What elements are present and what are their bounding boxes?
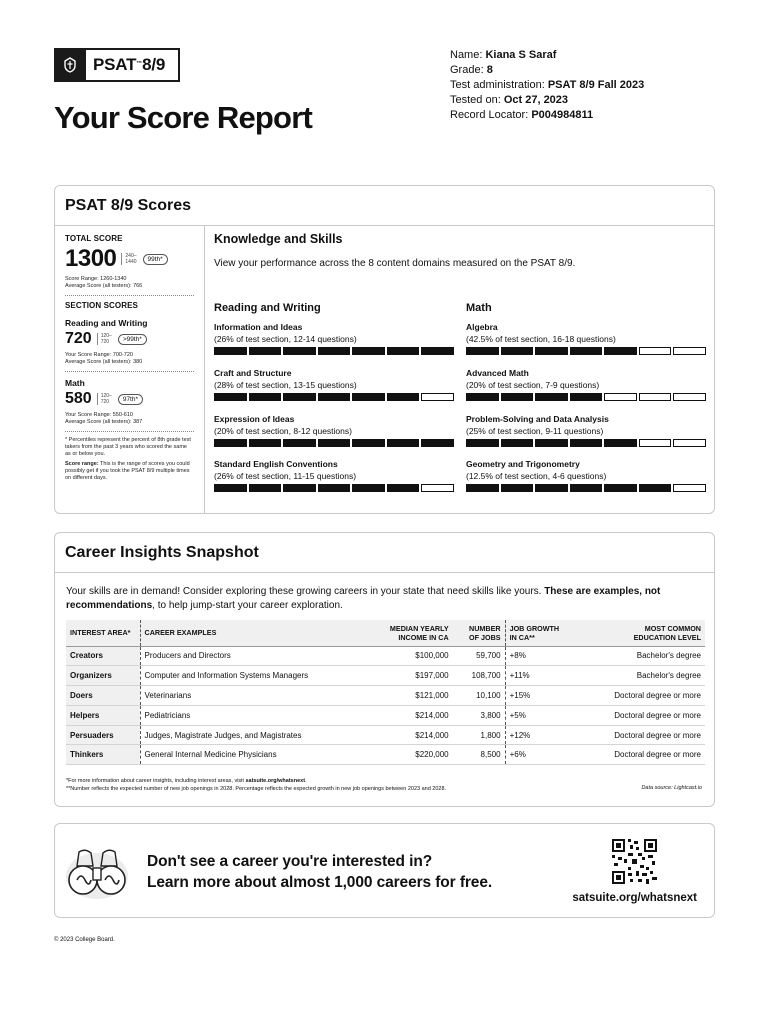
section-scale-max: 720 <box>100 339 110 345</box>
total-scale-min: 240– <box>125 253 137 259</box>
career-footnote-2: **Number reflects the expected number of new job openings in 2028. Percentage reflects the expected growth in new job openings between 2023 and 2028. <box>66 786 447 792</box>
binoculars-icon <box>63 844 131 902</box>
bar-segment <box>604 484 637 492</box>
student-name: Kiana S Saraf <box>485 49 557 61</box>
total-average: Average Score (all testers): 766 <box>65 283 143 289</box>
section-score-line <box>65 330 194 348</box>
promo-text <box>147 851 492 893</box>
domain-name: Problem-Solving and Data Analysis <box>466 414 609 424</box>
bar-segment <box>604 347 637 355</box>
career-table <box>66 620 705 765</box>
performance-bar <box>214 439 454 447</box>
cell-growth: +12% <box>505 725 581 745</box>
col-growth-line2: IN CA** <box>509 632 535 642</box>
bar-segment <box>570 484 603 492</box>
bar-segment <box>673 439 706 447</box>
domain-description: (20% of test section, 8-12 questions) <box>214 426 352 436</box>
career-intro-text: Your skills are in demand! Consider exploring these growing careers in your state that need skills like yours. <box>66 586 545 597</box>
domain-description: (28% of test section, 13-15 questions) <box>214 380 357 390</box>
bar-segment <box>466 393 499 401</box>
domain-name: Standard English Conventions <box>214 459 338 469</box>
page-title: Your Score Report <box>54 100 312 135</box>
total-score-scale <box>121 253 136 265</box>
performance-bar <box>214 347 454 355</box>
bar-segment <box>570 393 603 401</box>
table-row <box>66 686 705 706</box>
area-title-reading-writing: Reading and Writing <box>214 302 321 314</box>
bar-segment <box>249 439 282 447</box>
cell-growth: +5% <box>505 705 581 725</box>
cell-example: Computer and Information Systems Managers <box>140 666 365 686</box>
section-rw <box>65 318 194 366</box>
bar-segment <box>283 393 316 401</box>
career-intro-emphasis: These are examples, not recommendations <box>66 586 661 611</box>
scores-card <box>54 185 715 514</box>
cell-jobs: 59,700 <box>453 646 505 666</box>
domain-standard-english <box>214 459 454 492</box>
student-grade: 8 <box>486 64 493 76</box>
bar-segment <box>318 439 351 447</box>
section-percentile-badge: 97th* <box>118 394 143 405</box>
bar-segment <box>535 439 568 447</box>
logo-text: PSAT <box>93 55 137 74</box>
table-row <box>66 646 705 666</box>
cell-education: Doctoral degree or more <box>581 725 705 745</box>
percentile-footnote: * Percentiles represent the percent of 8th grade test takers from the past 3 years who scored the same as or below you. <box>65 437 191 457</box>
cell-example: Pediatricians <box>140 705 365 725</box>
section-name: Math <box>65 378 85 388</box>
domain-geometry-trig <box>466 459 706 492</box>
data-source: Data source: Lightcast.io <box>641 785 702 791</box>
domain-algebra <box>466 322 706 355</box>
tested-label: Tested on: <box>450 94 501 106</box>
cell-area: Doers <box>66 686 140 706</box>
cell-growth: +11% <box>505 666 581 686</box>
student-info <box>450 48 644 123</box>
cell-growth: +15% <box>505 686 581 706</box>
domain-advanced-math <box>466 368 706 401</box>
cell-area: Thinkers <box>66 745 140 765</box>
cell-education: Doctoral degree or more <box>581 745 705 765</box>
section-score-line <box>65 390 194 408</box>
divider <box>65 371 194 372</box>
cell-jobs: 10,100 <box>453 686 505 706</box>
test-admin-row <box>450 78 644 93</box>
performance-bar <box>466 393 706 401</box>
cell-jobs: 1,800 <box>453 725 505 745</box>
cell-example: General Internal Medicine Physicians <box>140 745 365 765</box>
career-card <box>54 532 715 807</box>
bar-segment <box>249 347 282 355</box>
bar-segment <box>604 439 637 447</box>
performance-bar <box>214 484 454 492</box>
section-score: 720 <box>65 330 92 347</box>
domain-expression-ideas <box>214 414 454 447</box>
bar-segment <box>387 347 420 355</box>
copyright: © 2023 College Board. <box>54 937 115 943</box>
domain-name: Information and Ideas <box>214 322 303 332</box>
tested-on-row <box>450 93 644 108</box>
bar-segment <box>283 484 316 492</box>
bar-segment <box>214 393 247 401</box>
col-career-examples: CAREER EXAMPLES <box>140 620 365 646</box>
career-intro <box>66 585 706 613</box>
bar-segment <box>318 484 351 492</box>
cell-area: Helpers <box>66 705 140 725</box>
footnote-1-end: . <box>305 778 307 784</box>
section-score-range: Your Score Range: 700-720 <box>65 352 133 358</box>
bar-segment <box>421 439 454 447</box>
cell-education: Doctoral degree or more <box>581 705 705 725</box>
cell-education: Doctoral degree or more <box>581 686 705 706</box>
domain-problem-solving <box>466 414 706 447</box>
domain-description: (26% of test section, 11-15 questions) <box>214 471 357 481</box>
bar-segment <box>283 347 316 355</box>
performance-bar <box>466 347 706 355</box>
domain-craft-structure <box>214 368 454 401</box>
career-card-title: Career Insights Snapshot <box>55 533 714 573</box>
bar-segment <box>352 484 385 492</box>
section-score-scale <box>97 333 112 345</box>
footnote-1-text: *For more information about career insights, including interest areas, visit <box>66 778 246 784</box>
bar-segment <box>673 347 706 355</box>
bar-segment <box>318 347 351 355</box>
cell-income: $220,000 <box>365 745 452 765</box>
domain-name: Advanced Math <box>466 368 529 378</box>
bar-segment <box>214 439 247 447</box>
logo-trademark: ™ <box>136 61 143 67</box>
bar-segment <box>352 347 385 355</box>
bar-segment <box>283 439 316 447</box>
domain-description: (25% of test section, 9-11 questions) <box>466 426 604 436</box>
score-range-footnote <box>65 461 194 482</box>
cell-growth: +8% <box>505 646 581 666</box>
bar-segment <box>214 347 247 355</box>
col-income <box>365 620 452 646</box>
divider <box>65 295 194 296</box>
bar-segment <box>604 393 637 401</box>
section-scale-min: 120– <box>100 333 112 339</box>
bar-segment <box>387 484 420 492</box>
section-scale-min: 120– <box>100 393 112 399</box>
career-intro-end: , to help jump-start your career exploration. <box>152 600 343 611</box>
bar-segment <box>249 393 282 401</box>
area-title-math: Math <box>466 302 492 314</box>
logo-suffix: 8/9 <box>142 55 166 74</box>
psat-logo <box>54 48 180 82</box>
section-name: Reading and Writing <box>65 318 148 328</box>
section-average: Average Score (all testers): 387 <box>65 419 143 425</box>
bar-segment <box>535 393 568 401</box>
cell-growth: +6% <box>505 745 581 765</box>
col-education-line1: MOST COMMON <box>644 623 701 633</box>
bar-segment <box>387 439 420 447</box>
domain-name: Geometry and Trigonometry <box>466 459 580 469</box>
col-education <box>581 620 705 646</box>
promo-line-1: Don't see a career you're interested in? <box>147 853 433 870</box>
bar-segment <box>535 347 568 355</box>
performance-bar <box>214 393 454 401</box>
bar-segment <box>639 393 672 401</box>
domain-description: (20% of test section, 7-9 questions) <box>466 380 600 390</box>
cell-education: Bachelor's degree <box>581 646 705 666</box>
col-jobs-line2: OF JOBS <box>469 632 501 642</box>
bar-segment <box>501 347 534 355</box>
domain-description: (26% of test section, 12-14 questions) <box>214 334 357 344</box>
table-row <box>66 705 705 725</box>
cell-income: $214,000 <box>365 725 452 745</box>
cell-income: $197,000 <box>365 666 452 686</box>
promo-card <box>54 823 715 918</box>
qr-code-icon[interactable] <box>612 839 657 884</box>
bar-segment <box>466 484 499 492</box>
knowledge-skills <box>205 226 714 514</box>
promo-line-2: Learn more about almost 1,000 careers for free. <box>147 874 493 891</box>
bar-segment <box>673 393 706 401</box>
cell-jobs: 8,500 <box>453 745 505 765</box>
col-income-line2: INCOME IN CA <box>398 632 449 642</box>
total-score-range: Score Range: 1260-1340 <box>65 276 127 282</box>
cell-education: Bachelor's degree <box>581 666 705 686</box>
domain-name: Algebra <box>466 322 498 332</box>
knowledge-skills-description: View your performance across the 8 content domains measured on the PSAT 8/9. <box>214 258 576 269</box>
record-locator: P004984811 <box>531 109 594 121</box>
bar-segment <box>421 484 454 492</box>
bar-segment <box>501 439 534 447</box>
bar-segment <box>501 393 534 401</box>
test-admin: PSAT 8/9 Fall 2023 <box>547 79 645 91</box>
bar-segment <box>352 439 385 447</box>
cell-income: $121,000 <box>365 686 452 706</box>
total-scale-max: 1440 <box>125 259 137 265</box>
cell-income: $100,000 <box>365 646 452 666</box>
section-score-scale <box>97 393 112 405</box>
section-percentile-badge: >99th* <box>118 334 147 345</box>
performance-bar <box>466 439 706 447</box>
bar-segment <box>421 347 454 355</box>
record-locator-row <box>450 108 644 123</box>
acorn-icon <box>54 48 86 82</box>
whatsnext-link[interactable]: satsuite.org/whatsnext <box>245 778 306 784</box>
bar-segment <box>639 484 672 492</box>
bar-segment <box>501 484 534 492</box>
scores-card-title: PSAT 8/9 Scores <box>55 186 714 226</box>
logo-wordmark <box>86 50 178 80</box>
col-growth <box>505 620 581 646</box>
domain-information-ideas <box>214 322 454 355</box>
knowledge-skills-title: Knowledge and Skills <box>214 232 343 246</box>
grade-label: Grade: <box>450 64 484 76</box>
career-footnote-1 <box>66 777 446 785</box>
total-score-label: TOTAL SCORE <box>65 234 123 243</box>
bar-segment <box>570 439 603 447</box>
cell-example: Producers and Directors <box>140 646 365 666</box>
promo-url-link[interactable]: satsuite.org/whatsnext <box>572 892 697 904</box>
domain-name: Expression of Ideas <box>214 414 295 424</box>
cell-example: Veterinarians <box>140 686 365 706</box>
domain-description: (12.5% of test section, 4-6 questions) <box>466 471 607 481</box>
col-jobs <box>453 620 505 646</box>
cell-area: Persuaders <box>66 725 140 745</box>
student-name-row <box>450 48 644 63</box>
section-score: 580 <box>65 390 92 407</box>
bar-segment <box>318 393 351 401</box>
col-interest-area: INTEREST AREA* <box>66 620 140 646</box>
table-row <box>66 725 705 745</box>
bar-segment <box>466 347 499 355</box>
domain-description: (42.5% of test section, 16-18 questions) <box>466 334 616 344</box>
bar-segment <box>570 347 603 355</box>
section-scores-label: SECTION SCORES <box>65 301 138 310</box>
total-score-line <box>65 245 194 273</box>
admin-label: Test administration: <box>450 79 545 91</box>
bar-segment <box>214 484 247 492</box>
performance-bar <box>466 484 706 492</box>
tested-on: Oct 27, 2023 <box>503 94 569 106</box>
section-scale-max: 720 <box>100 399 110 405</box>
section-score-range: Your Score Range: 550-610 <box>65 412 133 418</box>
table-row <box>66 666 705 686</box>
bar-segment <box>249 484 282 492</box>
career-footnotes <box>66 777 446 793</box>
col-jobs-line1: NUMBER <box>469 623 501 633</box>
bar-segment <box>421 393 454 401</box>
section-average: Average Score (all testers): 380 <box>65 359 143 365</box>
table-row <box>66 745 705 765</box>
bar-segment <box>387 393 420 401</box>
score-range-footnote-label: Score range: <box>65 461 99 467</box>
cell-example: Judges, Magistrate Judges, and Magistrates <box>140 725 365 745</box>
cell-jobs: 108,700 <box>453 666 505 686</box>
cell-jobs: 3,800 <box>453 705 505 725</box>
cell-area: Organizers <box>66 666 140 686</box>
section-math <box>65 378 194 426</box>
bar-segment <box>352 393 385 401</box>
col-income-line1: MEDIAN YEARLY <box>389 623 449 633</box>
total-score: 1300 <box>65 245 117 272</box>
total-percentile-badge: 99th* <box>143 254 168 265</box>
cell-income: $214,000 <box>365 705 452 725</box>
domain-name: Craft and Structure <box>214 368 292 378</box>
col-education-line2: EDUCATION LEVEL <box>633 632 701 642</box>
score-range-footnote-text: This is the range of scores you could possibly get if you took the PSAT 8/9 multiple times on different days. <box>65 461 190 481</box>
bar-segment <box>639 347 672 355</box>
table-header-row <box>66 620 705 646</box>
student-grade-row <box>450 63 644 78</box>
cell-area: Creators <box>66 646 140 666</box>
bar-segment <box>535 484 568 492</box>
score-summary <box>55 226 205 514</box>
divider <box>65 431 194 432</box>
col-growth-line1: JOB GROWTH <box>509 623 560 633</box>
name-label: Name: <box>450 49 483 61</box>
locator-label: Record Locator: <box>450 109 529 121</box>
bar-segment <box>466 439 499 447</box>
bar-segment <box>673 484 706 492</box>
bar-segment <box>639 439 672 447</box>
